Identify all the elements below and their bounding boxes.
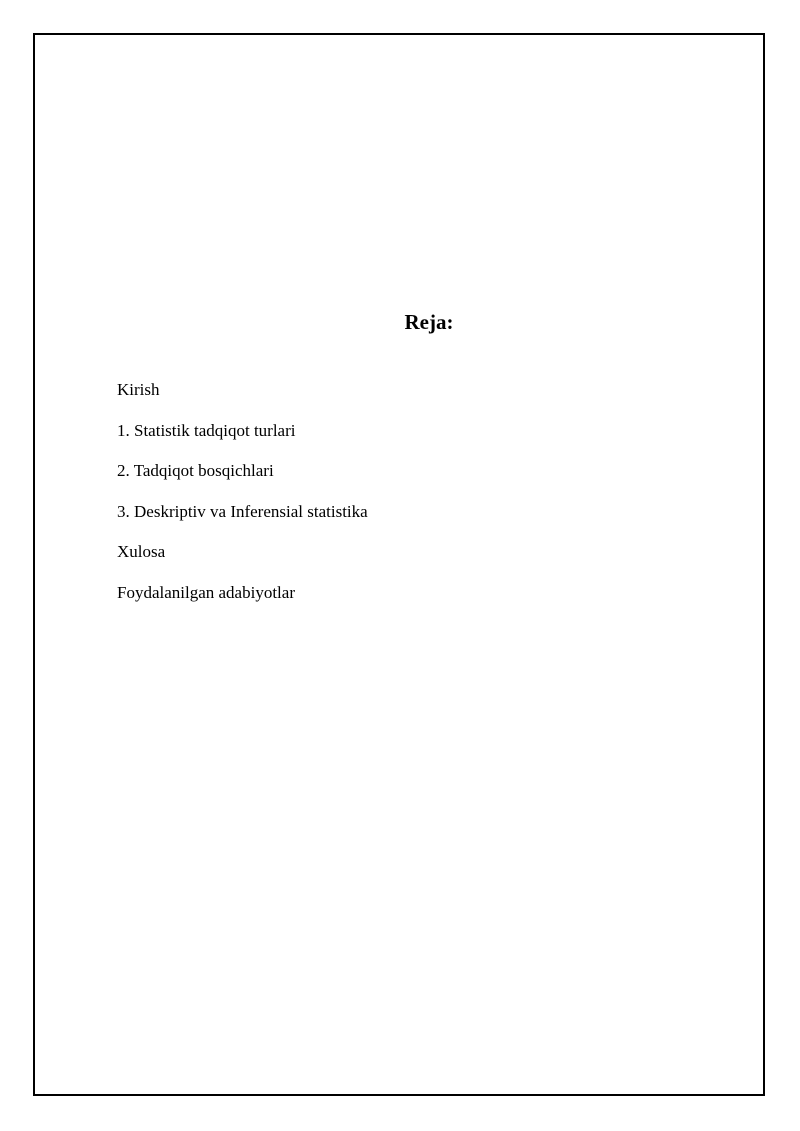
toc-item-xulosa: Xulosa (117, 542, 166, 562)
page-title: Reja: (404, 310, 454, 334)
toc-item-adabiyotlar: Foydalanilgan adabiyotlar (117, 582, 295, 602)
toc-item-kirish: Kirish (117, 380, 160, 399)
toc-item-tadqiqot-bosqichlari: 2. Tadqiqot bosqichlari (117, 461, 274, 481)
table-of-contents (117, 351, 368, 623)
page-frame (33, 33, 765, 1096)
toc-item-deskriptiv-inferensial: 3. Deskriptiv va Inferensial statistika (117, 501, 368, 521)
toc-item-statistik-tadqiqot-turlari: 1. Statistik tadqiqot turlari (117, 420, 296, 440)
